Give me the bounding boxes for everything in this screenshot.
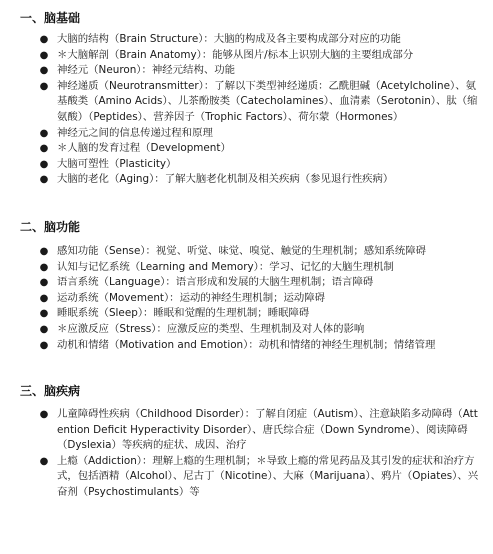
bullet-dot-icon: ●: [39, 158, 49, 170]
list-item-text: 儿童障碍性疾病（Childhood Disorder）：了解自闭症（Autism）、注意缺陷多动障碍（Attention Deficit Hyperactivity Disorder）、唐氏综合症（Down Syndrome）、阅读障碍（Dyslexia）等疾病的症状、成因、治疗: [57, 408, 478, 452]
list-item-text: ＊大脑解剖（Brain Anatomy）：能够从图片/标本上识别大脑的主要组成部分: [57, 48, 414, 61]
list-item: [37, 157, 479, 173]
section-list: [20, 407, 479, 501]
list-item-text: ＊应激反应（Stress）：应激反应的类型、生理机制及对人体的影响: [57, 322, 365, 335]
list-item-text: 大脑的老化（Aging）：了解大脑老化机制及相关疾病（参见退行性疾病）: [57, 173, 394, 186]
section-brain-basics: [20, 10, 479, 188]
list-item: [37, 79, 479, 126]
list-item-text: 大脑的结构（Brain Structure）：大脑的构成及各主要构成部分对应的功能: [57, 33, 401, 45]
bullet-dot-icon: ●: [39, 292, 49, 304]
list-item: [37, 407, 479, 454]
list-item-text: 感知功能（Sense）：视觉、听觉、味觉、嗅觉、触觉的生理机制；感知系统障碍: [57, 244, 427, 257]
section-list: [20, 244, 479, 353]
bullet-dot-icon: ●: [39, 49, 49, 61]
list-item: [37, 260, 479, 276]
list-item: [37, 291, 479, 307]
list-item: [37, 275, 479, 291]
bullet-dot-icon: ●: [39, 143, 49, 155]
list-item: [37, 322, 479, 338]
list-item: [37, 63, 479, 79]
list-item-text: 认知与记忆系统（Learning and Memory）：学习、记忆的大脑生理机制: [57, 260, 394, 273]
section-brain-diseases: [20, 383, 479, 501]
list-item: [37, 141, 479, 157]
list-item: [37, 48, 479, 64]
list-item-text: 上瘾（Addiction）：理解上瘾的生理机制；＊导致上瘾的常见药品及其引发的症状和治疗方式，包括酒精（Alcohol）、尼古丁（Nicotine）、大麻（Marijuana）、鸦片（Opiates）、兴奋剂（Psychostimulants）等: [57, 454, 479, 499]
bullet-dot-icon: ●: [39, 339, 49, 351]
list-item-text: 睡眠系统（Sleep）：睡眠和觉醒的生理机制；睡眠障碍: [57, 307, 310, 320]
list-item-text: 动机和情绪（Motivation and Emotion）：动机和情绪的神经生理机制；情绪管理: [57, 338, 436, 351]
section-title: 三、脑疾病: [20, 384, 81, 399]
list-item: [37, 454, 479, 501]
bullet-dot-icon: ●: [39, 174, 49, 186]
bullet-dot-icon: ●: [39, 308, 49, 320]
bullet-dot-icon: ●: [39, 323, 49, 335]
bullet-dot-icon: ●: [39, 80, 49, 92]
section-list: [20, 32, 479, 188]
list-item: [37, 338, 479, 354]
list-item: [37, 306, 479, 322]
bullet-dot-icon: ●: [39, 127, 49, 139]
bullet-dot-icon: ●: [39, 277, 49, 289]
list-item-text: 大脑可塑性（Plasticity）: [57, 157, 177, 170]
bullet-dot-icon: ●: [39, 65, 49, 77]
list-item-text: 神经元（Neuron）：神经元结构、功能: [57, 64, 236, 77]
list-item: [37, 126, 479, 142]
list-item-text: 神经元之间的信息传递过程和原理: [57, 126, 213, 139]
section-brain-functions: [20, 219, 479, 353]
list-item: [37, 244, 479, 260]
bullet-dot-icon: ●: [39, 409, 49, 421]
section-title: 一、脑基础: [20, 11, 81, 25]
list-item-text: 语言系统（Language）：语言形成和发展的大脑生理机制；语言障碍: [57, 276, 374, 289]
bullet-dot-icon: ●: [39, 34, 49, 45]
section-title: 二、脑功能: [20, 219, 81, 234]
list-item: [37, 172, 479, 188]
list-item-text: ＊人脑的发育过程（Development）: [57, 142, 231, 155]
bullet-dot-icon: ●: [39, 245, 49, 257]
list-item-text: 运动系统（Movement）：运动的神经生理机制；运动障碍: [57, 291, 326, 304]
list-item-text: 神经递质（Neurotransmitter）：了解以下类型神经递质：乙酰胆碱（Acetylcholine）、氨基酸类（Amino Acids）、儿茶酚胺类（Catecholamines）、血清素（Serotonin）、肽（缩氨酸）（Peptides）、营养因子（Trophic Factors）、荷尔蒙（Hormones）: [57, 79, 478, 123]
bullet-dot-icon: ●: [39, 261, 49, 273]
bullet-dot-icon: ●: [39, 455, 49, 467]
list-item: [37, 32, 479, 48]
